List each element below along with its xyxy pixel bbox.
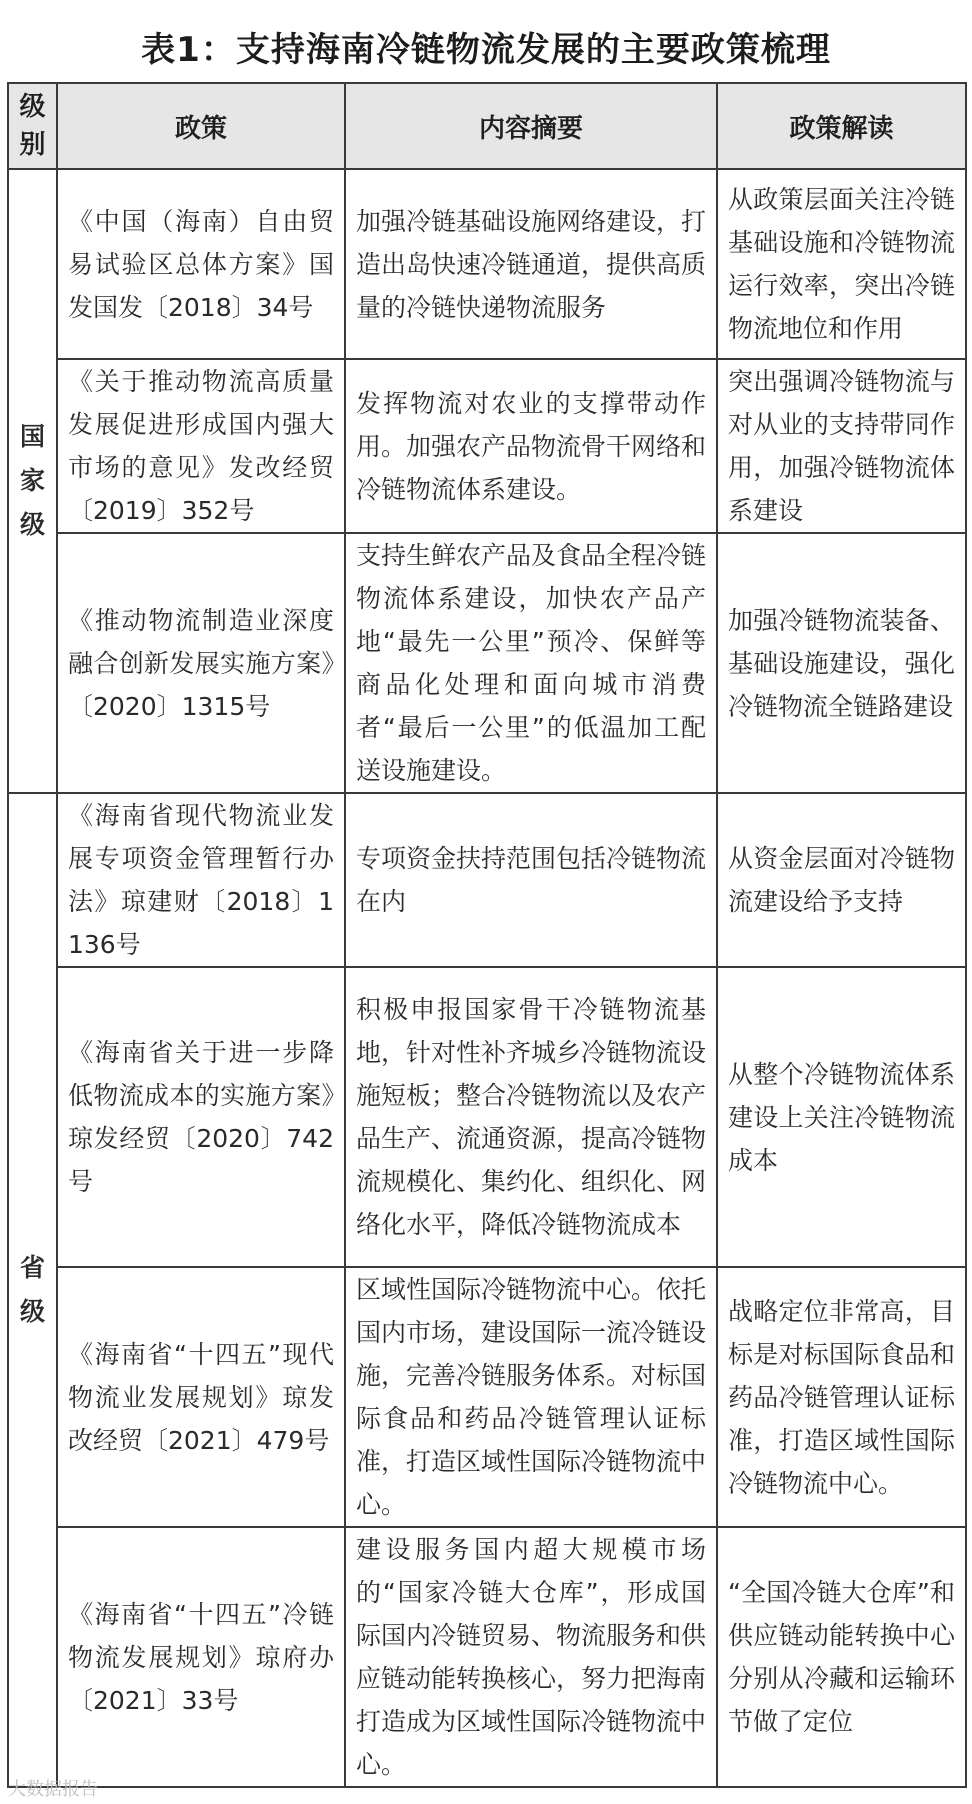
policy-cell: 《海南省“十四五”冷链物流发展规划》琼府办〔2021〕33号 <box>57 1527 345 1787</box>
table-row <box>8 169 966 359</box>
interpretation-cell: 从政策层面关注冷链基础设施和冷链物流运行效率，突出冷链物流地位和作用 <box>717 169 966 359</box>
table-row <box>8 1267 966 1527</box>
policy-table <box>7 82 967 1788</box>
interpretation-cell: 加强冷链物流装备、基础设施建设，强化冷链物流全链路建设 <box>717 533 966 793</box>
table-row <box>8 359 966 533</box>
summary-cell: 支持生鲜农产品及食品全程冷链物流体系建设，加快农产品产地“最先一公里”预冷、保鲜等商品化处理和面向城市消费者“最后一公里”的低温加工配送设施建设。 <box>345 533 717 793</box>
level-provincial: 省级 <box>8 793 57 1787</box>
summary-cell: 区域性国际冷链物流中心。依托国内市场，建设国际一流冷链设施，完善冷链服务体系。对标国际食品和药品冷链管理认证标准，打造区域性国际冷链物流中心。 <box>345 1267 717 1527</box>
footer-watermark: 大数据报告 <box>8 1779 98 1800</box>
summary-cell: 积极申报国家骨干冷链物流基地，针对性补齐城乡冷链物流设施短板；整合冷链物流以及农产品生产、流通资源，提高冷链物流规模化、集约化、组织化、网络化水平，降低冷链物流成本 <box>345 967 717 1267</box>
level-national: 国家级 <box>8 169 57 793</box>
interpretation-cell: “全国冷链大仓库”和供应链动能转换中心分别从冷藏和运输环节做了定位 <box>717 1527 966 1787</box>
table-row <box>8 1527 966 1787</box>
policy-cell: 《关于推动物流高质量发展促进形成国内强大市场的意见》发改经贸〔2019〕352号 <box>57 359 345 533</box>
header-level: 级别 <box>8 83 57 169</box>
header-interpretation: 政策解读 <box>717 83 966 169</box>
table-row <box>8 793 966 967</box>
table-row <box>8 967 966 1267</box>
policy-cell: 《推动物流制造业深度融合创新发展实施方案》〔2020〕1315号 <box>57 533 345 793</box>
header-summary: 内容摘要 <box>345 83 717 169</box>
policy-cell: 《海南省“十四五”现代物流业发展规划》琼发改经贸〔2021〕479号 <box>57 1267 345 1527</box>
interpretation-cell: 从资金层面对冷链物流建设给予支持 <box>717 793 966 967</box>
table-title: 表1：支持海南冷链物流发展的主要政策梳理 <box>141 29 831 70</box>
table-row <box>8 533 966 793</box>
summary-cell: 专项资金扶持范围包括冷链物流在内 <box>345 793 717 967</box>
interpretation-cell: 战略定位非常高，目标是对标国际食品和药品冷链管理认证标准，打造区域性国际冷链物流中心。 <box>717 1267 966 1527</box>
summary-cell: 建设服务国内超大规模市场的“国家冷链大仓库”，形成国际国内冷链贸易、物流服务和供应链动能转换核心，努力把海南打造成为区域性国际冷链物流中心。 <box>345 1527 717 1787</box>
policy-cell: 《海南省现代物流业发展专项资金管理暂行办法》琼建财〔2018〕1136号 <box>57 793 345 967</box>
policy-cell: 《中国（海南）自由贸易试验区总体方案》国发国发〔2018〕34号 <box>57 169 345 359</box>
summary-cell: 发挥物流对农业的支撑带动作用。加强农产品物流骨干网络和冷链物流体系建设。 <box>345 359 717 533</box>
interpretation-cell: 从整个冷链物流体系建设上关注冷链物流成本 <box>717 967 966 1267</box>
policy-cell: 《海南省关于进一步降低物流成本的实施方案》琼发经贸〔2020〕742号 <box>57 967 345 1267</box>
interpretation-cell: 突出强调冷链物流与对从业的支持带同作用，加强冷链物流体系建设 <box>717 359 966 533</box>
summary-cell: 加强冷链基础设施网络建设，打造出岛快速冷链通道，提供高质量的冷链快递物流服务 <box>345 169 717 359</box>
header-row <box>8 83 966 169</box>
header-policy: 政策 <box>57 83 345 169</box>
